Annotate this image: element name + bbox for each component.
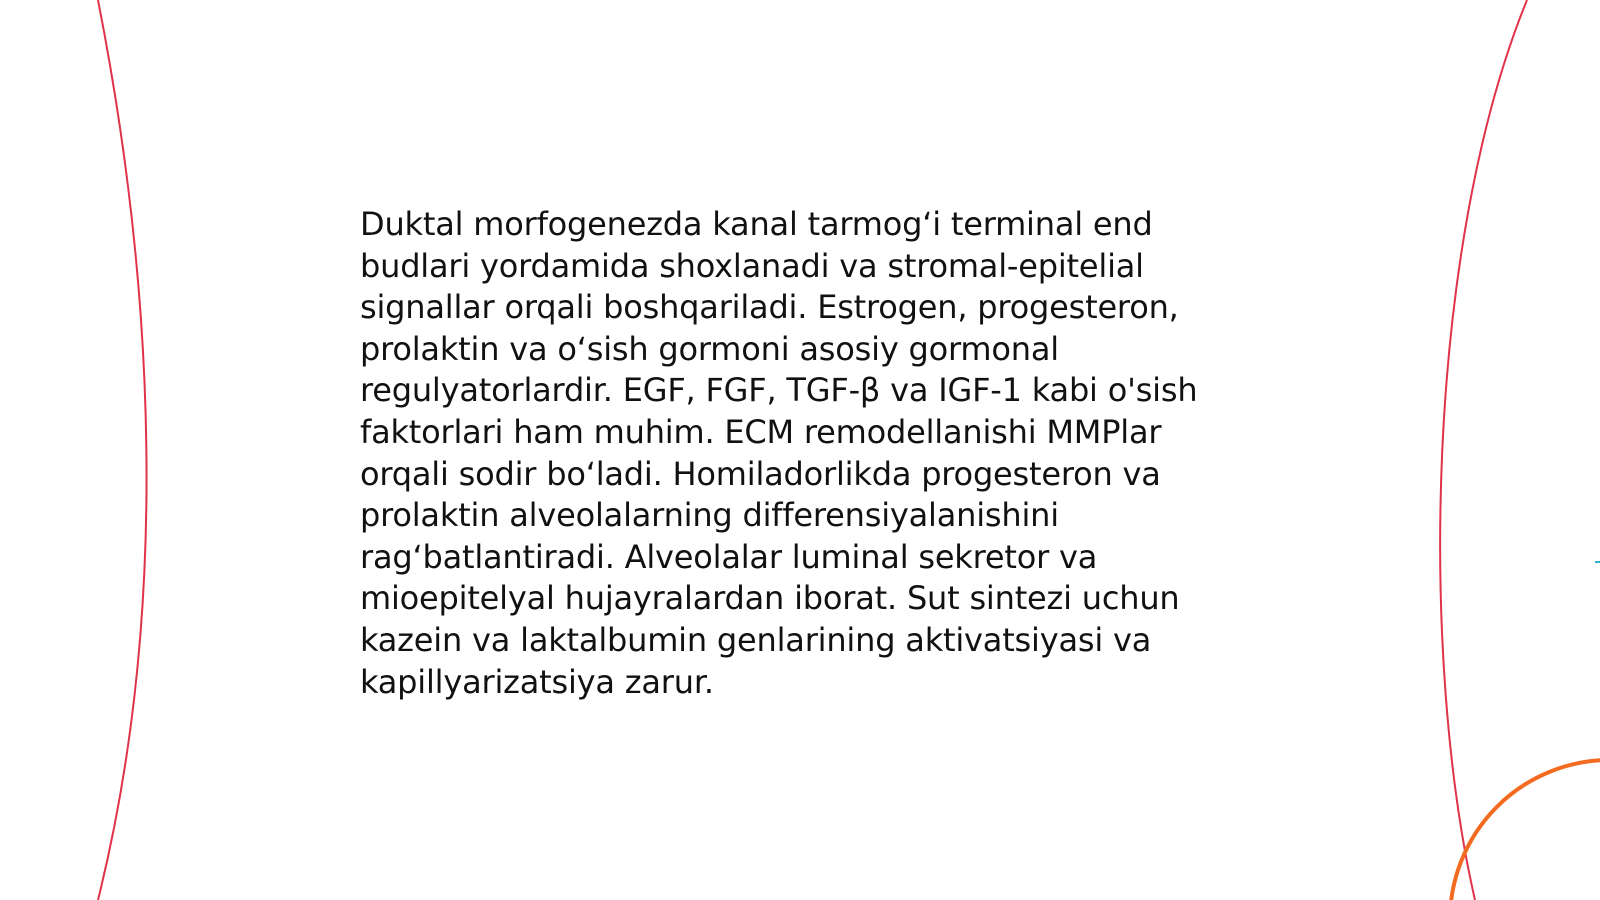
slide-body-text: Duktal morfogenezda kanal tarmog‘i terminal end budlari yordamida shoxlanadi va stromal-epitelial signallar orqali boshqariladi. Estrogen, progesteron, prolaktin va o‘sish gormoni asosiy gormonal regulyatorlardir. EGF, FGF, TGF-β va IGF-1 kabi o'sish faktorlari ham muhim. ECM remodellanishi MMPlar orqali sodir bo‘ladi. Homiladorlikda progesteron va prolaktin alveolalarning differensiyalanishini rag‘batlantiradi. Alveolalar luminal sekretor va mioepitelyal hujayralardan iborat. Sut sintezi uchun kazein va laktalbumin genlarining aktivatsiyasi va kapillyarizatsiya zarur. (360, 205, 1198, 701)
left-curve-icon (98, 0, 147, 900)
corner-circle-icon (1450, 760, 1600, 900)
right-curve-icon (1440, 0, 1527, 900)
